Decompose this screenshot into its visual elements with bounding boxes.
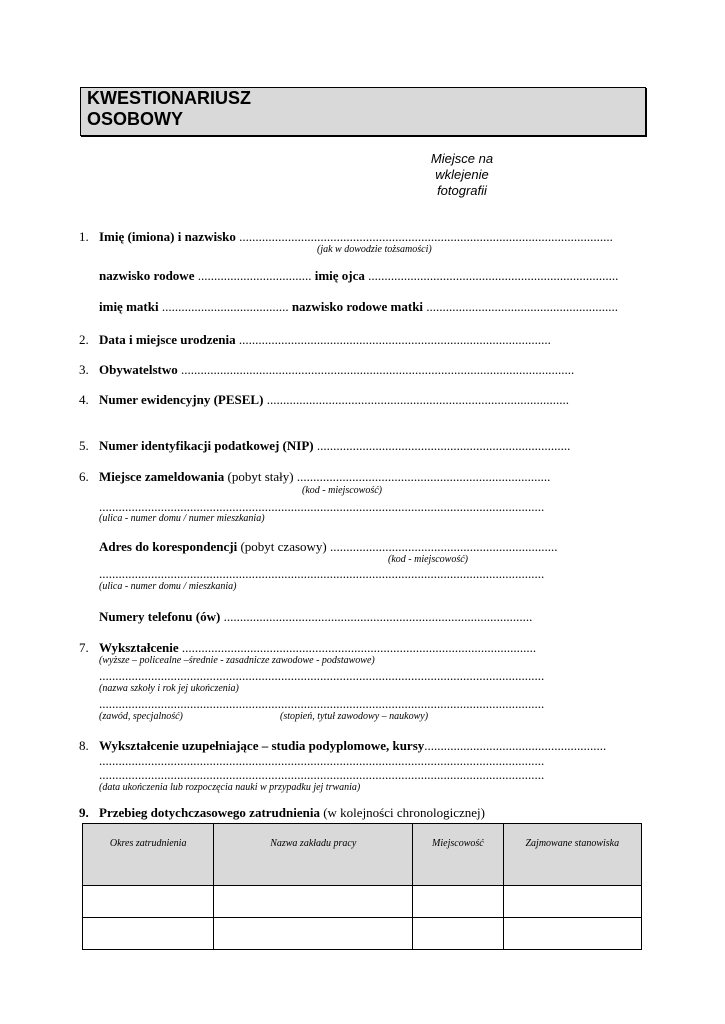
father-name-field[interactable]: .............................................................................	[368, 268, 619, 283]
section-3-num: 3.	[79, 362, 89, 377]
section-1-num: 1.	[79, 229, 89, 244]
table-cell[interactable]	[503, 918, 641, 950]
form-title-line2: OSOBOWY	[87, 109, 184, 129]
employment-label-suffix: (w kolejności chronologicznej)	[319, 805, 485, 820]
phone-field[interactable]: ...............................................................................................	[223, 609, 533, 624]
header-employer: Nazwa zakładu pracy	[214, 824, 413, 886]
section-3-row	[99, 362, 574, 378]
table-cell[interactable]	[503, 886, 641, 918]
section-4-row	[99, 392, 569, 408]
table-cell[interactable]	[214, 918, 413, 950]
name-field[interactable]: ...................................................................................................................	[239, 229, 613, 244]
citizenship-label: Obywatelstwo	[99, 362, 178, 377]
section-5-row	[99, 438, 570, 454]
section-5-num: 5.	[79, 438, 89, 453]
section-8-row	[99, 738, 606, 754]
section-9-num: 9.	[79, 805, 89, 820]
employment-table-header	[83, 824, 642, 886]
mother-name-field[interactable]: .......................................	[161, 299, 289, 314]
section-4-num: 4.	[79, 392, 89, 407]
residence-note1: (kod - miejscowość)	[302, 485, 382, 496]
header-locality: Miejscowość	[413, 824, 503, 886]
section-6-row	[99, 469, 550, 485]
form-title-line1: KWESTIONARIUSZ	[87, 88, 251, 108]
form-title-box	[80, 87, 646, 136]
table-cell[interactable]	[83, 886, 214, 918]
section-9-row	[99, 805, 485, 821]
birth-field[interactable]: ................................................................................................	[238, 332, 551, 347]
correspondence-note2: (ulica - numer domu / mieszkania)	[99, 581, 237, 592]
education-label: Wykształcenie	[99, 640, 179, 655]
education-note1: (wyższe – policealne –średnie - zasadnicze zawodowe - podstawowe)	[99, 655, 375, 666]
table-cell[interactable]	[214, 886, 413, 918]
education-field[interactable]: .............................................................................................................	[181, 640, 537, 655]
correspondence-label-suffix: (pobyt czasowy)	[237, 539, 327, 554]
pesel-field[interactable]: .............................................................................................	[266, 392, 569, 407]
photo-text-line2: wklejenie	[435, 167, 489, 182]
section-2-row	[99, 332, 551, 348]
correspondence-row	[99, 539, 558, 555]
name-note: (jak w dowodzie tożsamości)	[317, 244, 432, 255]
correspondence-field[interactable]: ......................................................................	[330, 539, 558, 554]
employment-label: Przebieg dotychczasowego zatrudnienia	[99, 805, 320, 820]
birth-label: Data i miejsce urodzenia	[99, 332, 236, 347]
education-note2: (nazwa szkoły i rok jej ukończenia)	[99, 683, 239, 694]
table-row	[83, 918, 642, 950]
additional-education-line3[interactable]: .........................................................................................................................................	[99, 767, 545, 782]
mother-family-name-label: nazwisko rodowe matki	[291, 299, 424, 314]
table-row	[83, 886, 642, 918]
section-1-row	[99, 229, 613, 245]
photo-placeholder	[422, 151, 502, 199]
section-7-num: 7.	[79, 640, 89, 655]
father-name-label: imię ojca	[314, 268, 365, 283]
table-cell[interactable]	[413, 918, 503, 950]
education-note3a: (zawód, specjalność)	[99, 711, 183, 722]
mother-family-name-field[interactable]: ...........................................................	[426, 299, 619, 314]
employment-table	[82, 823, 642, 950]
correspondence-note1: (kod - miejscowość)	[388, 554, 468, 565]
profession-field[interactable]: .........................................................................................................................................	[99, 696, 545, 711]
correspondence-street-field[interactable]: .........................................................................................................................................	[99, 566, 545, 581]
mother-row	[99, 299, 618, 315]
residence-field[interactable]: ..............................................................................	[296, 469, 551, 484]
table-cell[interactable]	[83, 918, 214, 950]
nip-field[interactable]: ..............................................................................	[316, 438, 571, 453]
family-name-row	[99, 268, 618, 284]
education-note3b: (stopień, tytuł zawodowy – naukowy)	[280, 711, 429, 722]
family-name-field[interactable]: ...................................	[197, 268, 312, 283]
additional-education-field[interactable]: ........................................................	[424, 738, 607, 753]
school-field[interactable]: .........................................................................................................................................	[99, 668, 545, 683]
photo-text-line1: Miejsce na	[430, 151, 494, 166]
phone-row	[99, 609, 532, 625]
header-position: Zajmowane stanowiska	[503, 824, 641, 886]
residence-note2: (ulica - numer domu / numer mieszkania)	[99, 513, 265, 524]
residence-label-suffix: (pobyt stały)	[224, 469, 294, 484]
section-2-num: 2.	[79, 332, 89, 347]
nip-label: Numer identyfikacji podatkowej (NIP)	[99, 438, 314, 453]
correspondence-label: Adres do korespondencji	[99, 539, 238, 554]
pesel-label: Numer ewidencyjny (PESEL)	[99, 392, 264, 407]
additional-education-label: Wykształcenie uzupełniające – studia podyplomowe, kursy	[99, 738, 425, 753]
section-6-num: 6.	[79, 469, 89, 484]
name-label: Imię (imiona) i nazwisko	[99, 229, 236, 244]
section-8-num: 8.	[79, 738, 89, 753]
residence-label: Miejsce zameldowania	[99, 469, 225, 484]
family-name-label: nazwisko rodowe	[99, 268, 195, 283]
photo-text-line3: fotografii	[437, 183, 487, 198]
additional-education-note: (data ukończenia lub rozpoczęcia nauki w przypadku jej trwania)	[99, 782, 361, 793]
phone-label: Numery telefonu (ów)	[99, 609, 221, 624]
citizenship-field[interactable]: .........................................................................................................................	[180, 362, 575, 377]
table-cell[interactable]	[413, 886, 503, 918]
header-period: Okres zatrudnienia	[83, 824, 214, 886]
additional-education-line2[interactable]: .........................................................................................................................................	[99, 753, 545, 768]
mother-name-label: imię matki	[99, 299, 159, 314]
residence-street-field[interactable]: .........................................................................................................................................	[99, 499, 545, 514]
section-7-row	[99, 640, 536, 656]
